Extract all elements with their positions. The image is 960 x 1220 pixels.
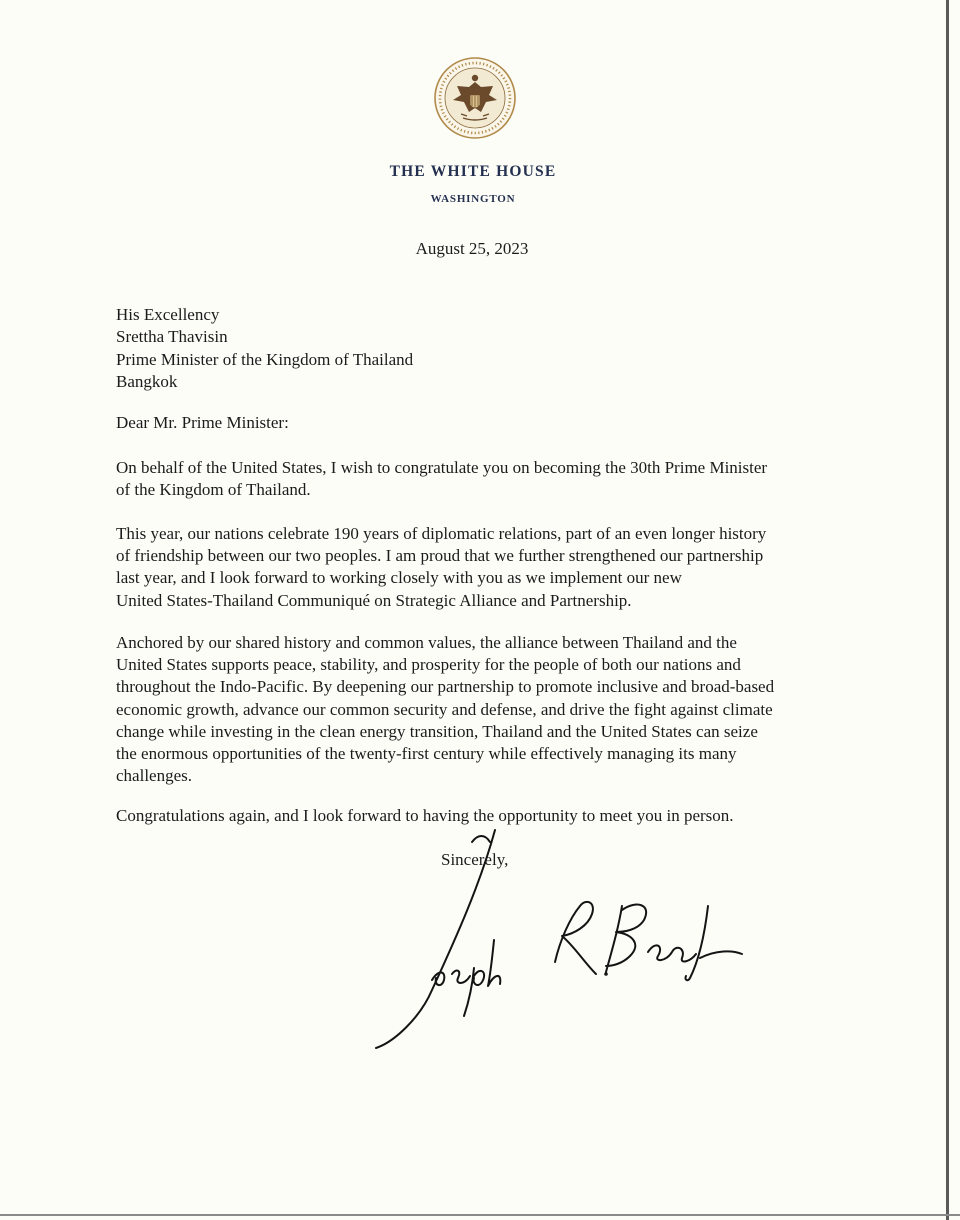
paragraph-line: United States-Thailand Communiqué on Strategic Alliance and Partnership. [116, 590, 632, 610]
paragraph-line: economic growth, advance our common security and defense, and drive the fight against climate [116, 699, 773, 719]
body-paragraph-3 [116, 632, 856, 787]
paragraph-line: United States supports peace, stability, and prosperity for the people of both our nations and [116, 655, 741, 675]
paragraph-line: On behalf of the United States, I wish to congratulate you on becoming the 30th Prime Minister [116, 458, 768, 477]
address-line: Srettha Thavisin [116, 327, 228, 347]
address-line: Prime Minister of the Kingdom of Thailand [116, 349, 414, 369]
paragraph-line: the enormous opportunities of the twenty-first century while effectively managing its many [116, 744, 737, 764]
letterhead-subtitle: WASHINGTON [430, 193, 516, 205]
paragraph-line: Anchored by our shared history and common values, the alliance between Thailand and the [116, 633, 737, 652]
paragraph-line: last year, and I look forward to working closely with you as we implement our new [116, 568, 682, 588]
paragraph-line: Congratulations again, and I look forward to having the opportunity to meet you in person. [116, 806, 734, 825]
paragraph-line: This year, our nations celebrate 190 years of diplomatic relations, part of an even longer history [116, 524, 767, 543]
paragraph-line: change while investing in the clean energy transition, Thailand and the United States can seize [116, 721, 758, 741]
paragraph-line: throughout the Indo-Pacific. By deepening our partnership to promote inclusive and broad-based [116, 677, 775, 697]
page-edge-right [946, 0, 949, 1220]
recipient-address [116, 304, 413, 393]
presidential-seal-icon [433, 56, 517, 140]
body-paragraph-1 [116, 457, 856, 501]
body-paragraph-2 [116, 523, 856, 612]
handwritten-signature [360, 790, 760, 1060]
paragraph-line: of the Kingdom of Thailand. [116, 480, 311, 500]
page-edge-bottom [0, 1214, 960, 1216]
paragraph-line: challenges. [116, 766, 192, 786]
address-line: His Excellency [116, 305, 220, 324]
salutation: Dear Mr. Prime Minister: [116, 413, 289, 432]
paragraph-line: of friendship between our two peoples. I am proud that we further strengthened our partnership [116, 546, 764, 566]
letter-date: August 25, 2023 [415, 239, 529, 258]
address-line: Bangkok [116, 371, 178, 391]
signature-strokes [376, 830, 742, 1048]
closing: Sincerely, [441, 850, 509, 869]
letterhead-title: THE WHITE HOUSE [389, 163, 557, 180]
